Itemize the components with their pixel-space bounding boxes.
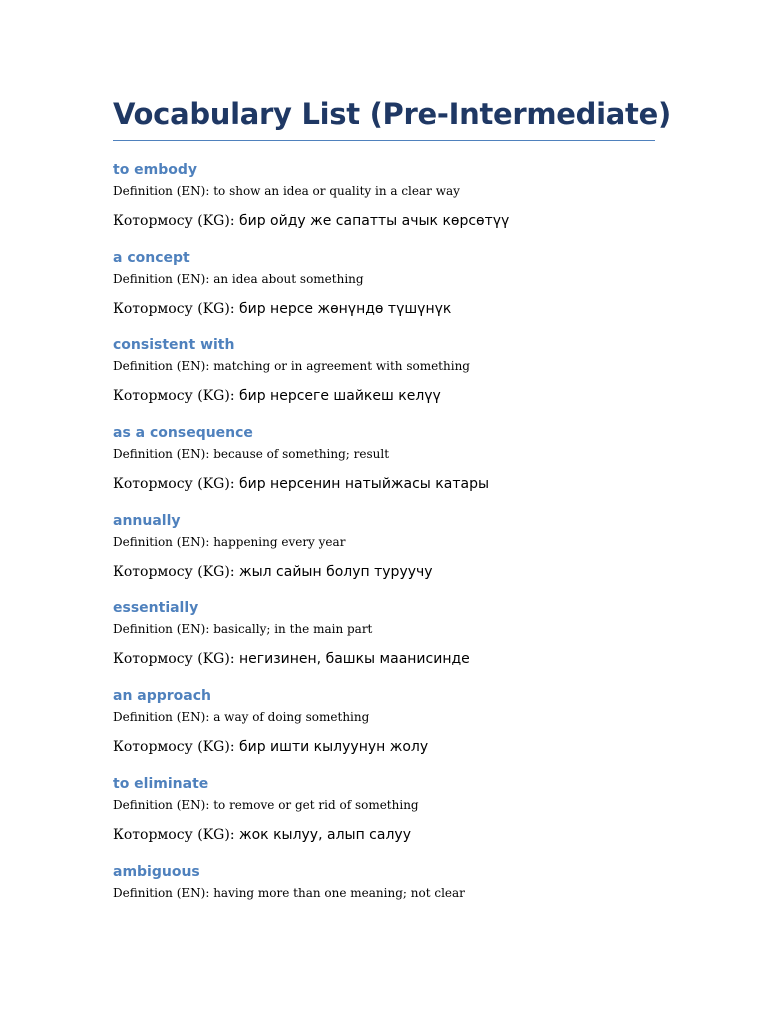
- translation-label: Котормосу (KG):: [113, 651, 239, 668]
- translation-label: Котормосу (KG):: [113, 739, 239, 756]
- translation-text: бир ойду же сапатты ачык көрсөтүү: [238, 213, 510, 229]
- translation-line: [113, 563, 655, 581]
- translation-label: Котормосу (KG):: [113, 300, 239, 317]
- definition-line: [113, 709, 655, 725]
- translation-label: Котормосу (KG):: [113, 826, 239, 843]
- vocabulary-term: consistent with: [113, 337, 235, 354]
- definition-text: because of something; result: [213, 447, 390, 462]
- definition-label: Definition (EN):: [113, 710, 214, 725]
- translation-line: [113, 212, 655, 230]
- translation-line: [113, 475, 655, 493]
- definition-label: Definition (EN):: [113, 797, 214, 812]
- translation-label: Котормосу (KG):: [113, 563, 239, 580]
- definition-label: Definition (EN):: [113, 447, 214, 462]
- vocabulary-entry: [113, 424, 655, 512]
- definition-line: [113, 358, 655, 374]
- definition-line: [113, 183, 655, 199]
- vocabulary-term: ambiguous: [113, 863, 200, 880]
- vocabulary-term: essentially: [113, 600, 199, 617]
- translation-label: Котормосу (KG):: [113, 476, 239, 493]
- definition-text: happening every year: [213, 534, 346, 549]
- vocabulary-term: to eliminate: [113, 775, 209, 792]
- translation-text: бир нерсенин натыйжасы катары: [238, 476, 490, 493]
- vocabulary-term: a concept: [113, 249, 190, 266]
- definition-line: [113, 797, 655, 813]
- vocabulary-entry: [113, 512, 655, 600]
- title-divider: [113, 140, 655, 141]
- vocabulary-term: an approach: [113, 688, 212, 705]
- translation-line: [113, 300, 655, 318]
- definition-label: Definition (EN):: [113, 271, 214, 286]
- translation-line: [113, 826, 655, 844]
- definition-label: Definition (EN):: [113, 534, 214, 549]
- definition-text: to remove or get rid of something: [213, 797, 419, 812]
- definition-label: Definition (EN):: [113, 885, 214, 900]
- vocabulary-entry: [113, 599, 655, 687]
- page-title: Vocabulary List (Pre-Intermediate): [113, 97, 671, 131]
- translation-text: жок кылуу, алып салуу: [238, 826, 411, 843]
- vocabulary-term: to embody: [113, 162, 198, 178]
- vocabulary-entry: [113, 687, 655, 775]
- definition-line: [113, 446, 655, 462]
- translation-line: [113, 387, 655, 405]
- definition-line: [113, 621, 655, 637]
- document-page: [113, 96, 671, 950]
- translation-text: негизинен, башкы маанисинде: [238, 651, 470, 668]
- translation-text: жыл сайын болуп туруучу: [238, 563, 433, 580]
- vocabulary-entry: [113, 863, 655, 951]
- translation-text: бир ишти кылуунун жолу: [238, 739, 429, 756]
- definition-text: basically; in the main part: [213, 622, 373, 637]
- translation-line: [113, 738, 655, 756]
- vocabulary-entry: [113, 249, 655, 337]
- translation-text: бир нерсеге шайкеш келүү: [238, 388, 441, 405]
- definition-text: to show an idea or quality in a clear way: [213, 184, 460, 198]
- definition-line: [113, 271, 655, 287]
- definition-line: [113, 885, 655, 901]
- vocabulary-entry: [113, 775, 655, 863]
- translation-label: Котормосу (KG):: [113, 213, 239, 229]
- definition-label: Definition (EN):: [113, 359, 214, 374]
- vocabulary-term: annually: [113, 512, 181, 529]
- translation-text: бир нерсе жөнүндө түшүнүк: [238, 300, 452, 317]
- definition-text: a way of doing something: [213, 710, 370, 725]
- translation-label: Котормосу (KG):: [113, 388, 239, 405]
- vocabulary-term: as a consequence: [113, 425, 253, 442]
- definition-line: [113, 534, 655, 550]
- definition-text: matching or in agreement with something: [213, 359, 470, 374]
- vocabulary-entry: [113, 336, 655, 424]
- vocabulary-entry: [113, 161, 655, 249]
- vocabulary-list: [113, 161, 655, 950]
- definition-text: having more than one meaning; not clear: [213, 885, 465, 900]
- translation-line: [113, 650, 655, 668]
- definition-text: an idea about something: [213, 271, 364, 286]
- definition-label: Definition (EN):: [113, 184, 214, 198]
- definition-label: Definition (EN):: [113, 622, 214, 637]
